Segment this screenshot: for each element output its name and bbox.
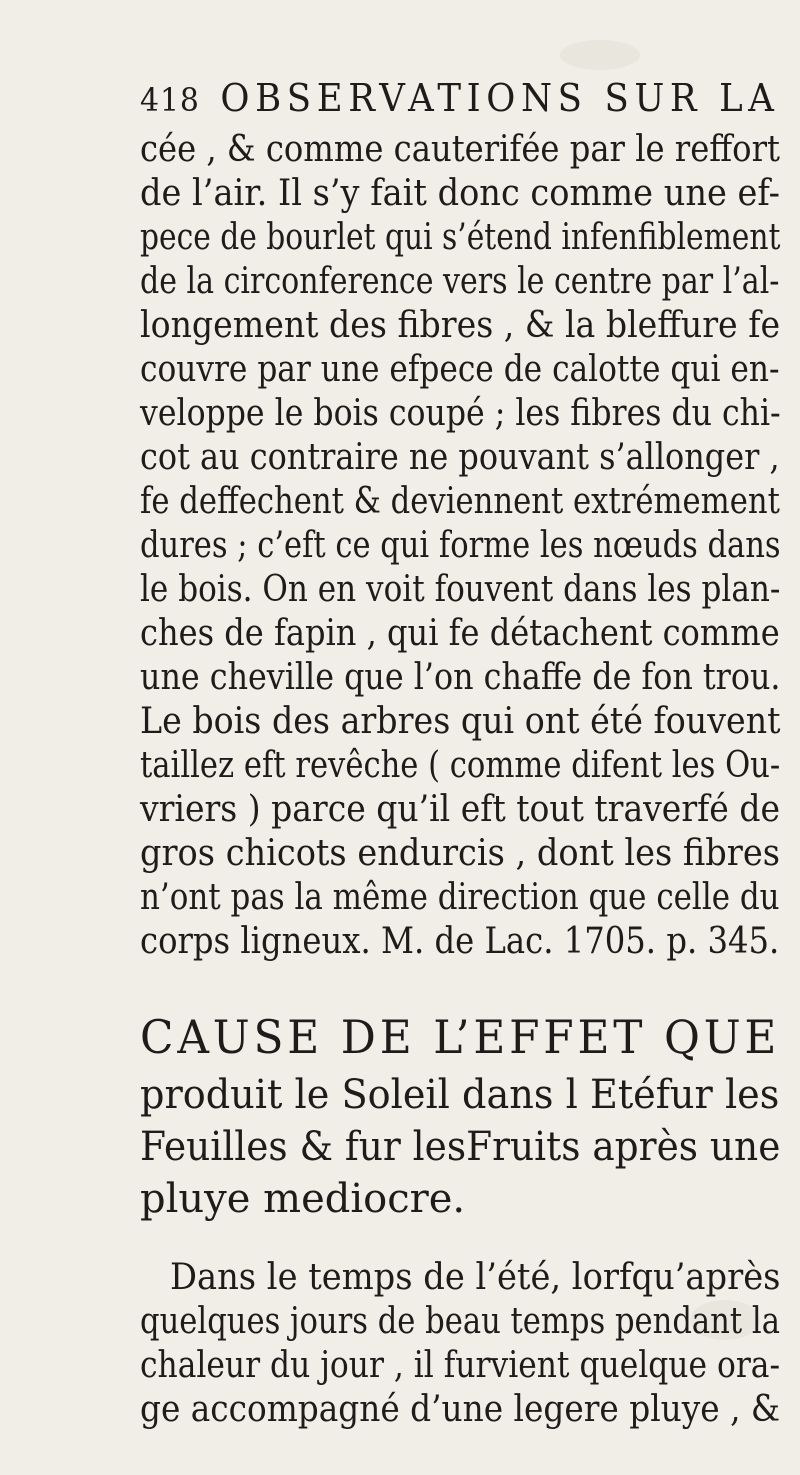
section-title: CAUSE DE L’EFFET QUE (140, 1010, 781, 1064)
text-line: dures ; c’eft ce qui forme les nœuds dans (140, 525, 781, 566)
running-header (140, 76, 780, 120)
text-line: de la circonference vers le centre par l’al- (140, 261, 780, 302)
text-line: une cheville que l’on chaffe de fon trou. (140, 657, 781, 698)
text-line: couvre par une efpece de calotte qui en- (140, 349, 780, 390)
text-line: de l’air. Il s’y fait donc comme une ef- (140, 173, 780, 214)
text-line: ches de fapin , qui fe détachent comme (140, 613, 780, 654)
page-number: 418 (140, 81, 200, 119)
text-line: ge accompagné d’une legere pluye , & (140, 1389, 781, 1430)
running-title: OBSERVATIONS SUR LA (220, 76, 780, 120)
text-line: Le bois des arbres qui ont été fouvent (140, 701, 781, 742)
subtitle-line: pluye mediocre. (140, 1176, 466, 1222)
text-line: quelques jours de beau temps pendant la (140, 1301, 780, 1342)
subtitle-line: Feuilles & fur lesFruits après une (140, 1124, 781, 1170)
text-line: veloppe le bois coupé ; les fibres du chi- (140, 393, 781, 434)
text-line: pece de bourlet qui s’étend infenfiblement (140, 217, 781, 258)
text-line: Dans le temps de l’été, lorfqu’après (170, 1257, 781, 1298)
text-line: cée , & comme cauterifée par le reffort (140, 129, 780, 170)
paper-stain (560, 40, 640, 70)
text-line: le bois. On en voit fouvent dans les plan- (140, 569, 781, 610)
text-line: longement des fibres , & la bleffure fe (140, 305, 781, 346)
text-line: gros chicots endurcis , dont les fibres (140, 833, 780, 874)
text-line: n’ont pas la même direction que celle du (140, 877, 780, 918)
text-line: fe deffechent & deviennent extrémement (140, 481, 780, 522)
text-line: vriers ) parce qu’il eft tout traverfé de (140, 789, 781, 830)
text-line: chaleur du jour , il furvient quelque ora- (140, 1345, 781, 1386)
subtitle-line: produit le Soleil dans l Etéfur les (140, 1072, 780, 1118)
text-line: cot au contraire ne pouvant s’allonger , (140, 437, 780, 478)
text-line: corps ligneux. M. de Lac. 1705. p. 345. (140, 921, 780, 962)
text-line: taillez eft revêche ( comme difent les Ou- (140, 745, 781, 786)
